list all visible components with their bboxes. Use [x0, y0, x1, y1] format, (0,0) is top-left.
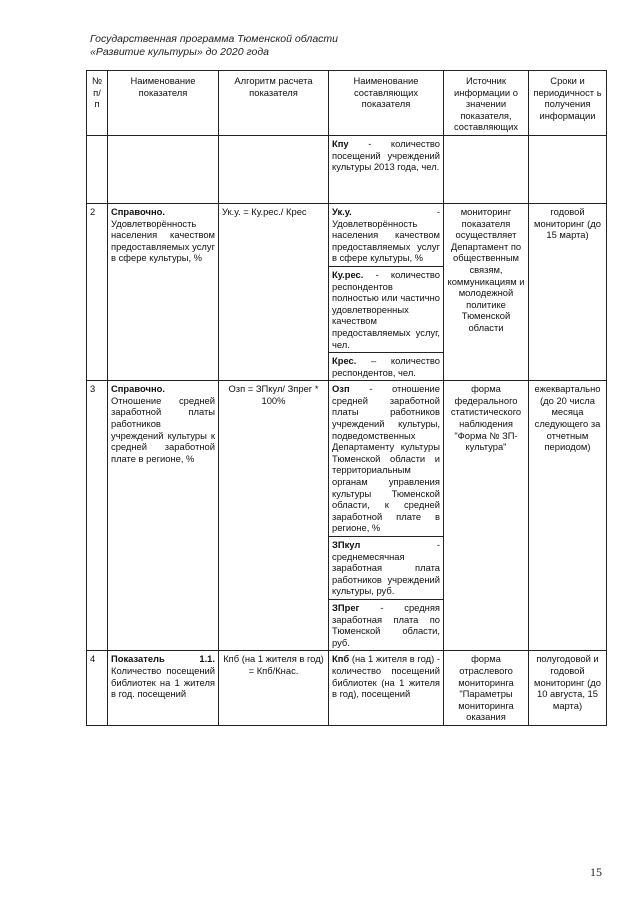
component-term: Кпу: [332, 137, 349, 149]
component-cell: Крес. – количество респондентов, чел.: [329, 353, 444, 381]
period-term: полугодовой и годовой мониторинг (до 10 августа, 15 марта): [529, 651, 607, 726]
component-cell: ЗПкул - среднемесячная заработная плата работников учреждений культуры, руб.: [329, 537, 444, 600]
indicator-name: Справочно. Удовлетворённость населения качеством предоставляемых услуг в сфере культуры, %: [108, 203, 219, 380]
col-header-components: Наименование составляющих показателя: [329, 71, 444, 136]
calculation-algorithm: Озп = ЗПкул/ Зпрег * 100%: [219, 381, 329, 651]
col-header-name: Наименование показателя: [108, 71, 219, 136]
component-cell: Ку.рес. - количество респондентов полностью или частично удовлетворенных качеством предоставляемых услуг, чел.: [329, 266, 444, 352]
component-text: - количество посещений учреждений культуры 2013 года, чел.: [332, 137, 440, 173]
component-cell: [329, 135, 444, 203]
row-number: 2: [87, 203, 108, 380]
header-line-1: Государственная программа Тюменской области: [90, 33, 338, 45]
page-number: 15: [590, 865, 602, 879]
table-header-row: [87, 71, 607, 136]
component-cell: Ук.у. - Удовлетворённость населения качеством предоставляемых услуг в сфере культуры, %: [329, 203, 444, 266]
component-cell: Озп - отношение средней заработной платы работников учреждений культуры, подведомственных Департаменту культуры Тюменской области и территориальным органам управления культуры Тюменской области, к средней заработной плате в регионе, %: [329, 381, 444, 537]
calculation-algorithm: Ук.у. = Ку.рес./ Крес: [219, 203, 329, 380]
table-row: [87, 203, 607, 266]
info-source: форма федерального статистического наблюдения "Форма № ЗП-культура": [444, 381, 529, 651]
indicator-name: Показатель 1.1. Количество посещений библиотек на 1 жителя в год. посещений: [108, 651, 219, 726]
indicators-table: [86, 70, 607, 726]
table-row: [87, 135, 607, 203]
info-source: мониторинг показателя осуществляет Департамент по общественным связям, коммуникациям и молодежной политике Тюменской области: [444, 203, 529, 380]
period-term: годовой мониторинг (до 15 марта): [529, 203, 607, 380]
col-header-num: № п/ п: [87, 71, 108, 136]
col-header-algo: Алгоритм расчета показателя: [219, 71, 329, 136]
calculation-algorithm: Кпб (на 1 жителя в год) = Кпб/Кнас.: [219, 651, 329, 726]
period-term: ежеквартально (до 20 числа месяца следующего за отчетным периодом): [529, 381, 607, 651]
component-cell: ЗПрег - средняя заработная плата по Тюменской области, руб.: [329, 599, 444, 650]
col-header-source: Источник информации о значении показателя, составляющих: [444, 71, 529, 136]
document-header: [90, 33, 338, 59]
table-row: [87, 381, 607, 537]
indicator-name: Справочно. Отношение средней заработной платы работников учреждений культуры к средней заработной плате в регионе, %: [108, 381, 219, 651]
header-line-2: «Развитие культуры» до 2020 года: [90, 46, 269, 58]
col-header-term: Сроки и периодичност ь получения информации: [529, 71, 607, 136]
table-row: [87, 651, 607, 726]
row-number: 3: [87, 381, 108, 651]
component-cell: Кпб (на 1 жителя в год) - количество посещений библиотек (на 1 жителя в год), посещений: [329, 651, 444, 726]
info-source: форма отраслевого мониторинга "Параметры мониторинга оказания: [444, 651, 529, 726]
row-number: 4: [87, 651, 108, 726]
